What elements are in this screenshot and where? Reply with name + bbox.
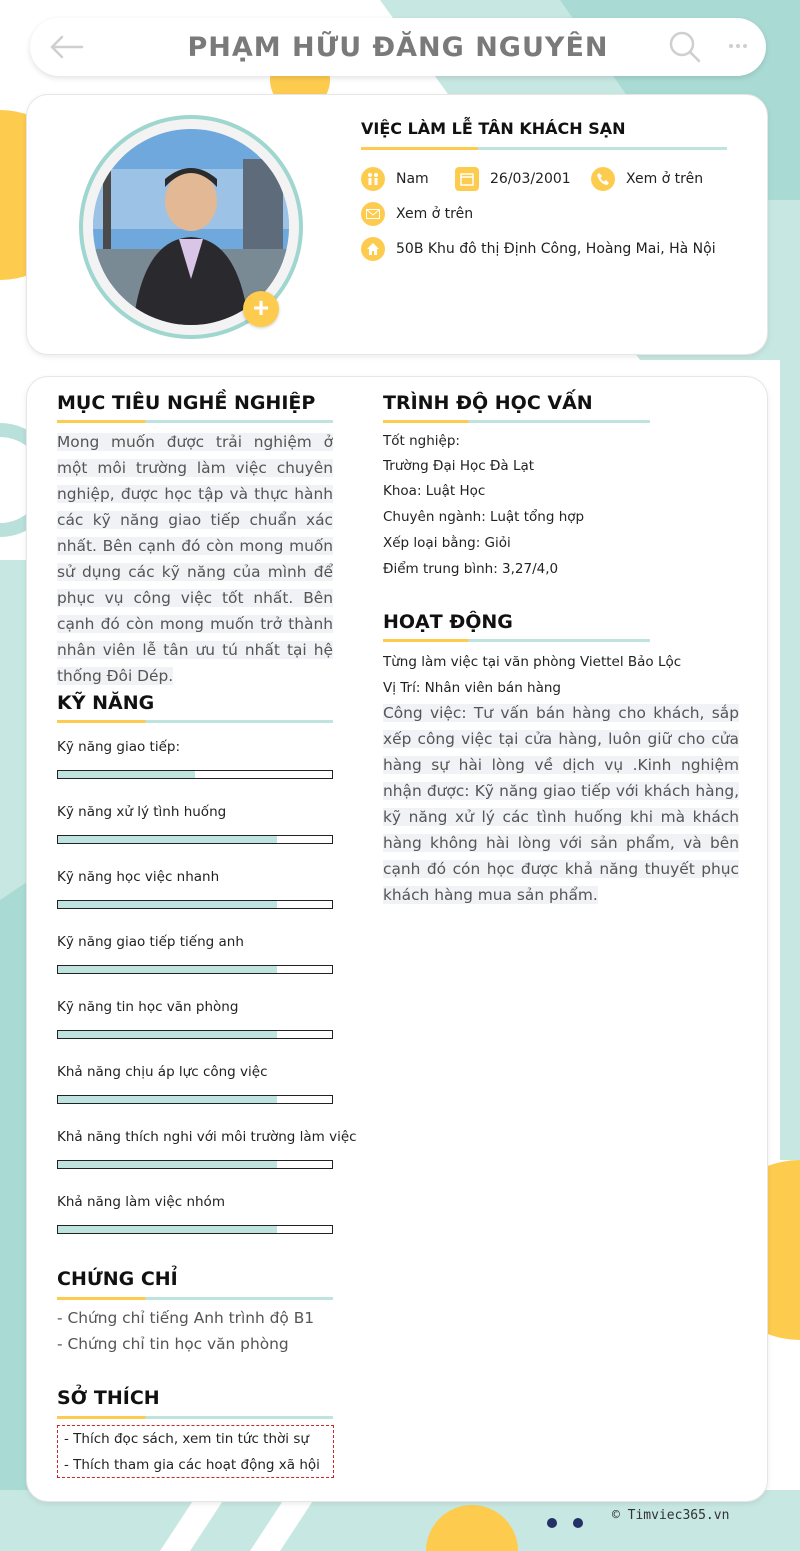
- objective-title: MỤC TIÊU NGHỀ NGHIỆP: [57, 392, 316, 414]
- phone-icon: [591, 167, 615, 191]
- skill-label: Kỹ năng xử lý tình huống: [57, 804, 227, 820]
- email-icon: [361, 202, 385, 226]
- skill-bar: [57, 770, 333, 779]
- job-title-underline: [361, 147, 727, 150]
- skill-bar-fill: [58, 901, 277, 908]
- objective-text: [57, 429, 333, 689]
- skill-bar: [57, 900, 333, 909]
- hobby-item: - Thích tham gia các hoạt động xã hội: [64, 1457, 320, 1473]
- address-value: 50B Khu đô thị Định Công, Hoàng Mai, Hà Nội: [396, 241, 716, 257]
- skill-bar-fill: [58, 1226, 277, 1233]
- birthday-value: 26/03/2001: [490, 171, 571, 187]
- skill-bar: [57, 1095, 333, 1104]
- skill-bar-fill: [58, 771, 195, 778]
- copyright: © Timviec365.vn: [612, 1508, 730, 1523]
- hobbies-underline: [57, 1416, 333, 1419]
- address-row: [361, 237, 716, 261]
- calendar-icon: [455, 167, 479, 191]
- birthday-row: [455, 167, 571, 191]
- skill-bar-fill: [58, 836, 277, 843]
- candidate-name: PHẠM HỮU ĐĂNG NGUYÊN: [187, 31, 609, 63]
- gender-value: Nam: [396, 171, 429, 187]
- education-underline: [383, 420, 650, 423]
- activity-line: Vị Trí: Nhân viên bán hàng: [383, 680, 561, 696]
- skill-label: Khả năng thích nghi với môi trường làm việc: [57, 1129, 357, 1145]
- email-value: Xem ở trên: [396, 206, 474, 222]
- skill-bar-fill: [58, 1161, 277, 1168]
- add-photo-button[interactable]: +: [243, 291, 279, 327]
- skill-label: Khả năng chịu áp lực công việc: [57, 1064, 268, 1080]
- activity-description-content: Công việc: Tư vấn bán hàng cho khách, sắp xếp công việc tại cửa hàng, luôn giữ cho cửa hàng sự hài lòng về dịch vụ .Kinh nghiệm nhận được: Kỹ năng giao tiếp với khách hàng, kỹ năng xử lý các tình huống khi mà khách hàng không hài lòng với sản phẩm, và bên cạnh đó cón học được khả năng thuyết phục khách hàng mua sản phẩm.: [383, 704, 739, 904]
- certificate-item: - Chứng chỉ tin học văn phòng: [57, 1335, 289, 1353]
- objective-text-content: Mong muốn được trải nghiệm ở một môi trường làm việc chuyên nghiệp, được học tập và thực hành các kỹ năng giao tiếp chuẩn xác nhất. Bên cạnh đó còn mong muốn sử dụng các kỹ năng của mình để phục vụ công việc tốt nhất. Bên cạnh đó còn mong muốn trở thành nhân viên lễ tân ưu tú nhất tại hệ thống Đôi Dép.: [57, 433, 333, 685]
- activities-underline: [383, 639, 650, 642]
- education-line: Điểm trung bình: 3,27/4,0: [383, 561, 559, 577]
- education-line: Trường Đại Học Đà Lạt: [383, 458, 535, 474]
- header-bar: [30, 18, 766, 76]
- skills-underline: [57, 720, 333, 723]
- skill-bar-fill: [58, 966, 277, 973]
- certificates-title: CHỨNG CHỈ: [57, 1268, 178, 1290]
- skill-label: Kỹ năng học việc nhanh: [57, 869, 220, 885]
- job-title: VIỆC LÀM LỄ TÂN KHÁCH SẠN: [361, 119, 626, 138]
- education-title: TRÌNH ĐỘ HỌC VẤN: [383, 392, 593, 414]
- skill-bar: [57, 1225, 333, 1234]
- skill-label: Khả năng làm việc nhóm: [57, 1194, 225, 1210]
- gender-row: [361, 167, 429, 191]
- skill-bar-fill: [58, 1096, 277, 1103]
- skill-label: Kỹ năng giao tiếp:: [57, 739, 180, 755]
- skill-bar: [57, 835, 333, 844]
- education-line: Tốt nghiệp:: [383, 433, 460, 449]
- home-icon: [361, 237, 385, 261]
- search-icon[interactable]: [668, 30, 702, 69]
- activity-description: [383, 700, 739, 908]
- hobbies-box: [57, 1425, 334, 1478]
- education-line: Xếp loại bằng: Giỏi: [383, 535, 511, 551]
- skill-label: Kỹ năng giao tiếp tiếng anh: [57, 934, 244, 950]
- phone-value: Xem ở trên: [626, 171, 704, 187]
- education-line: Chuyên ngành: Luật tổng hợp: [383, 509, 585, 525]
- skill-bar: [57, 1160, 333, 1169]
- profile-card: [26, 94, 768, 355]
- education-line: Khoa: Luật Học: [383, 483, 486, 499]
- certificate-item: - Chứng chỉ tiếng Anh trình độ B1: [57, 1309, 315, 1327]
- email-row: [361, 202, 473, 226]
- gender-icon: [361, 167, 385, 191]
- back-arrow-icon[interactable]: [46, 32, 86, 67]
- skill-label: Kỹ năng tin học văn phòng: [57, 999, 239, 1015]
- activity-line: Từng làm việc tại văn phòng Viettel Bảo Lộc: [383, 654, 682, 670]
- skills-title: KỸ NĂNG: [57, 692, 155, 714]
- content-card: [26, 376, 768, 1502]
- objective-underline: [57, 420, 333, 423]
- activities-title: HOẠT ĐỘNG: [383, 611, 513, 633]
- certificates-underline: [57, 1297, 333, 1300]
- hobby-item: - Thích đọc sách, xem tin tức thời sự: [64, 1431, 309, 1447]
- skill-bar: [57, 965, 333, 974]
- phone-row: [591, 167, 703, 191]
- skill-bar-fill: [58, 1031, 277, 1038]
- skill-bar: [57, 1030, 333, 1039]
- hobbies-title: SỞ THÍCH: [57, 1387, 160, 1409]
- more-options-icon[interactable]: [728, 38, 748, 56]
